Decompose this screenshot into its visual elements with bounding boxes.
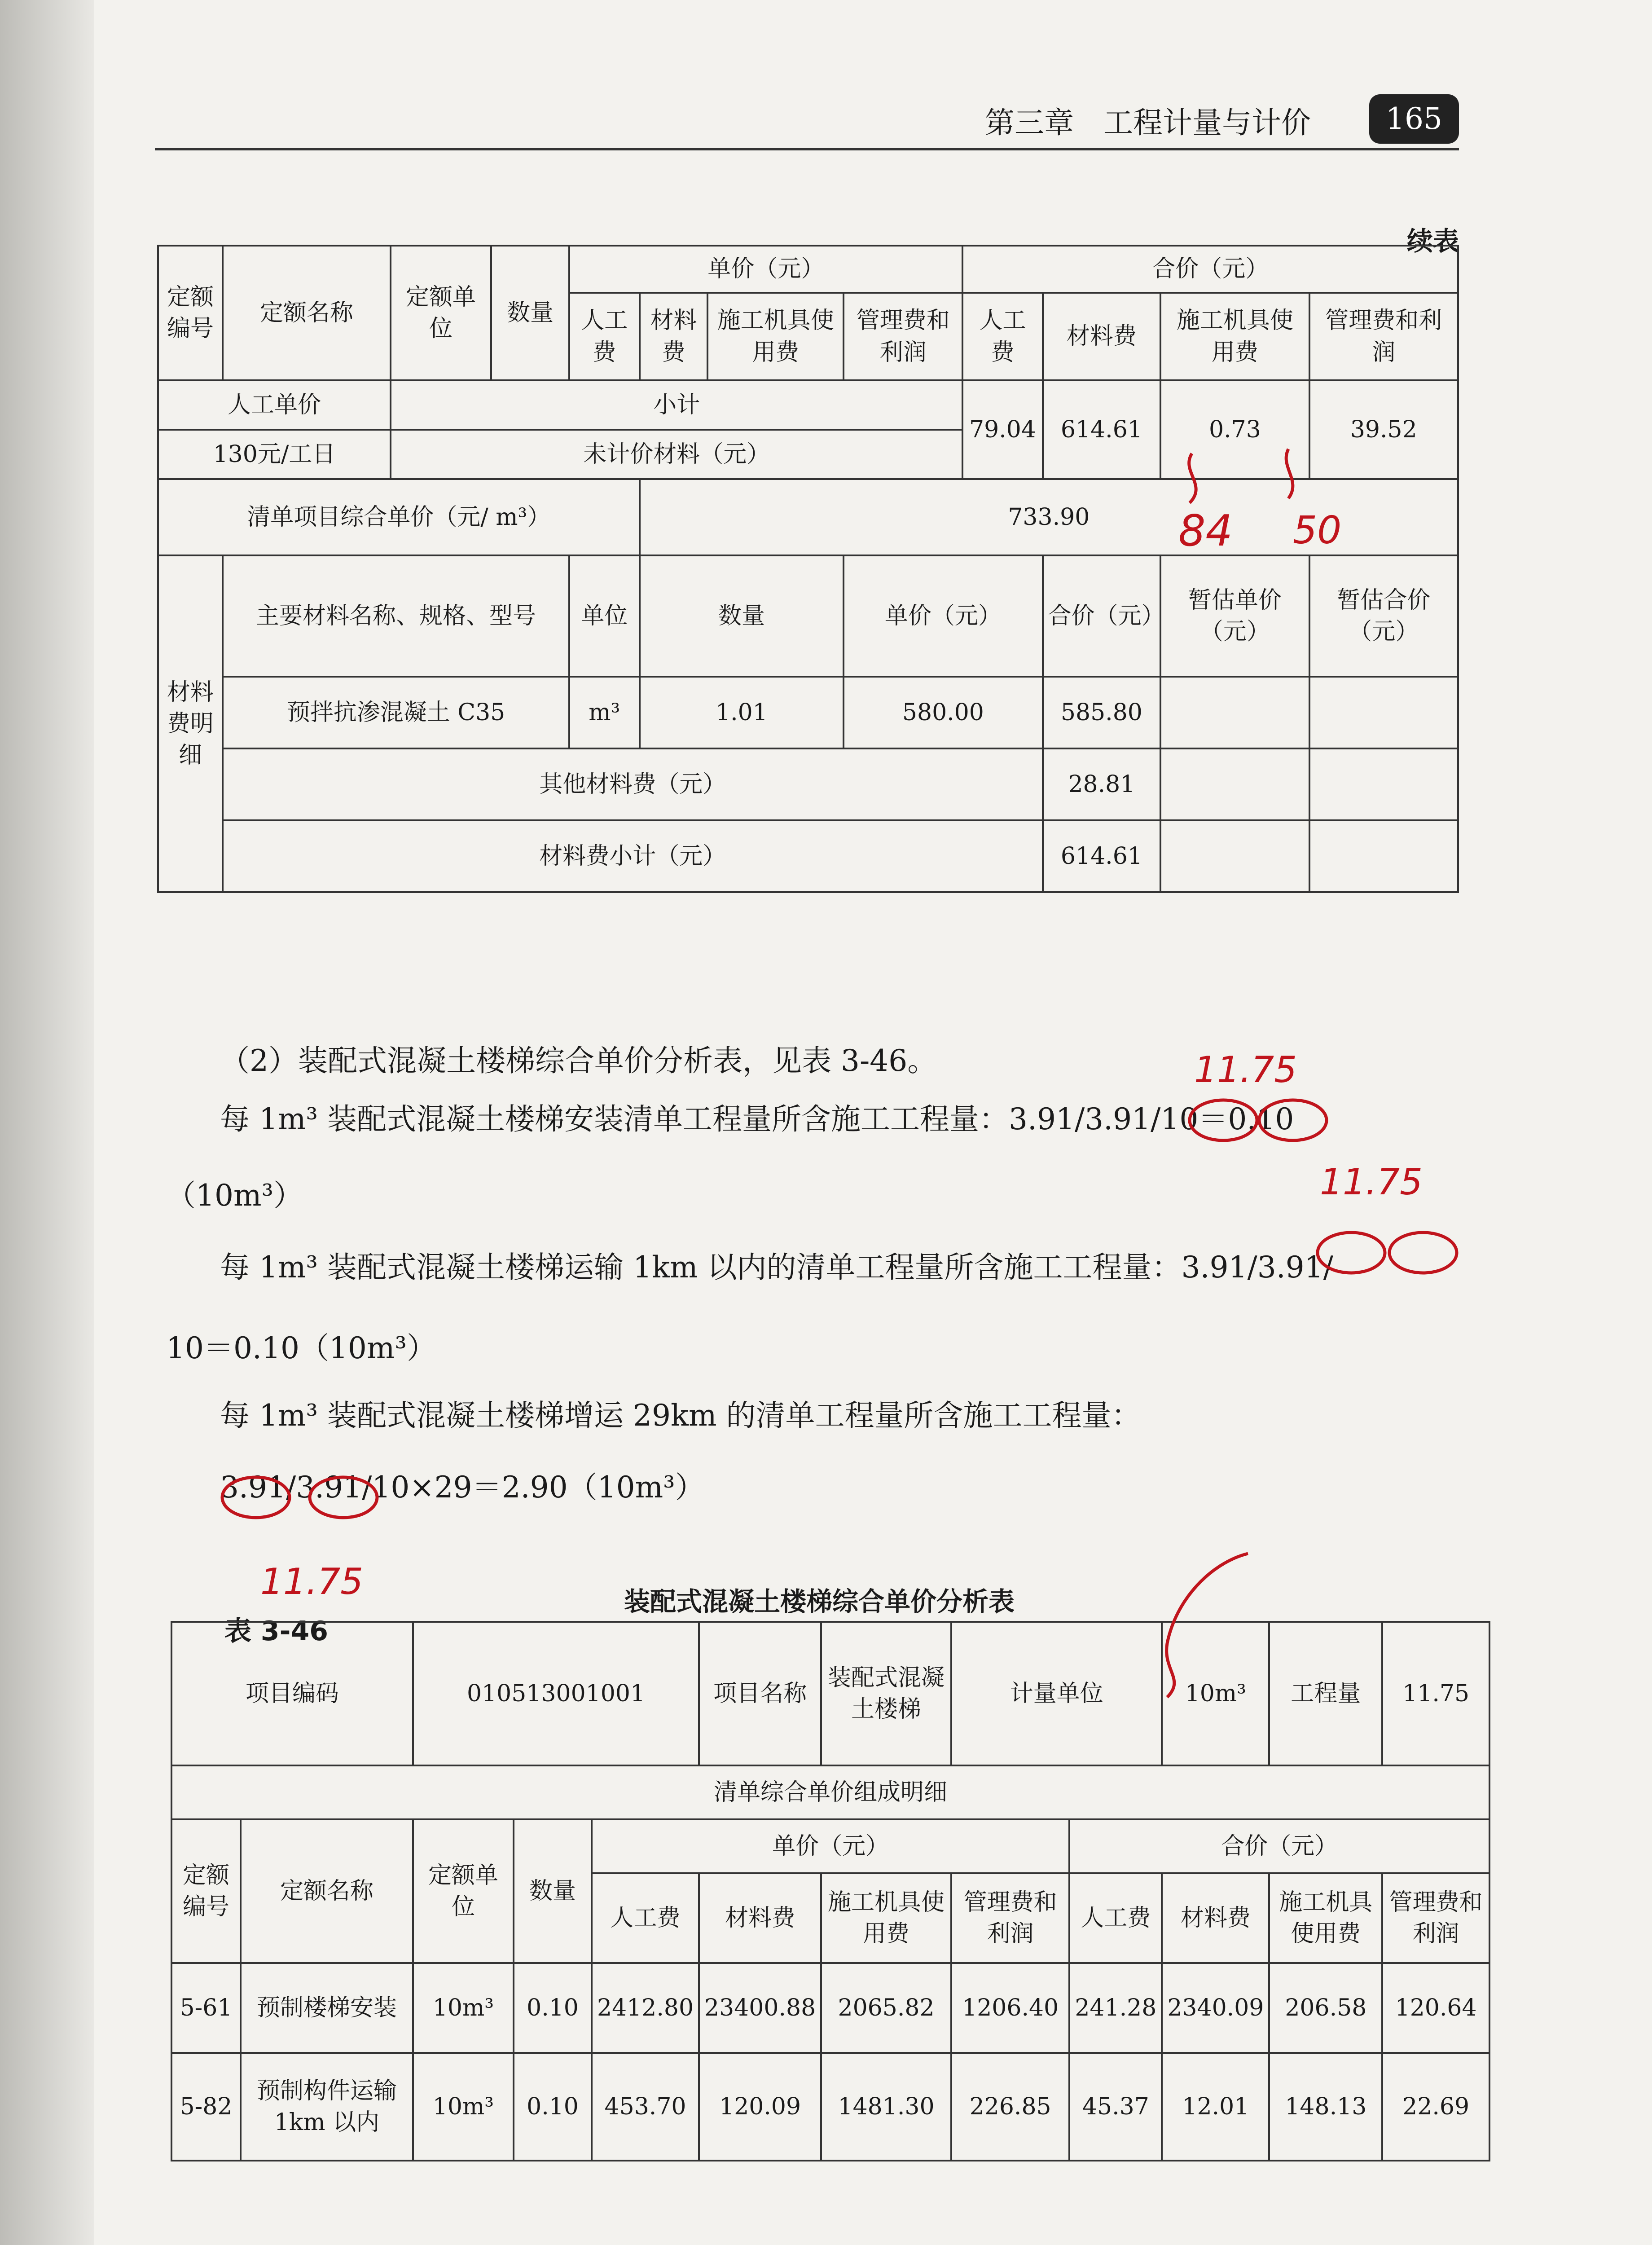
subtotal-est-unit — [1160, 820, 1309, 892]
paragraph-extra-transport-formula: 3.91/3.91/10×29＝2.90（10m³） — [220, 1470, 705, 1505]
other-est-total — [1309, 748, 1458, 820]
row-name: 预制楼梯安装 — [241, 1963, 413, 2053]
unpriced-material-label: 未计价材料（元） — [391, 430, 962, 479]
labor-rate-value: 130元/工日 — [158, 430, 391, 479]
paragraph-transport-unit: 10＝0.10（10m³） — [166, 1331, 436, 1365]
other-material-label: 其他材料费（元） — [223, 748, 1043, 820]
material-qty: 1.01 — [640, 677, 844, 748]
handwritten-11-75-c: 11.75 — [260, 1561, 364, 1602]
row-u-machine: 2065.82 — [821, 1963, 951, 2053]
th-material: 材料费 — [640, 293, 708, 380]
qty-label: 工程量 — [1269, 1622, 1382, 1765]
unit-price-analysis-table — [171, 1621, 1490, 2161]
t2-th-material: 材料费 — [699, 1873, 821, 1963]
row-code: 5-61 — [171, 1963, 241, 2053]
t2-th-mgmt-total: 管理费和利润 — [1382, 1873, 1489, 1963]
subtotal-label: 小计 — [391, 380, 962, 430]
qty-value: 11.75 — [1382, 1622, 1489, 1765]
mh-est-unit: 暂估单价（元） — [1160, 555, 1309, 677]
row-unit: 10m³ — [413, 2053, 514, 2161]
t2-th-material-total: 材料费 — [1162, 1873, 1269, 1963]
handwritten-84: 84 — [1178, 506, 1233, 556]
t2-th-unit: 定额单位 — [413, 1819, 514, 1963]
mh-total: 合价（元） — [1043, 555, 1161, 677]
handwritten-11-75-b: 11.75 — [1320, 1161, 1423, 1203]
subtotal-material: 614.61 — [1043, 380, 1161, 479]
row-t-material: 12.01 — [1162, 2053, 1269, 2161]
material-total: 585.80 — [1043, 677, 1161, 748]
page-number: 165 — [1369, 94, 1459, 144]
paragraph-transport-qty: 每 1m³ 装配式混凝土楼梯运输 1km 以内的清单工程量所含施工工程量：3.91/3.91/ — [220, 1250, 1333, 1285]
material-subtotal-label: 材料费小计（元） — [223, 820, 1043, 892]
row-u-mgmt: 226.85 — [951, 2053, 1069, 2161]
material-est-total — [1309, 677, 1458, 748]
th-material-total: 材料费 — [1043, 293, 1161, 380]
th-labor: 人工费 — [569, 293, 640, 380]
item-code-label: 项目编码 — [171, 1622, 413, 1765]
th-mgmt: 管理费和利润 — [844, 293, 962, 380]
page-header — [155, 85, 1459, 150]
row-t-labor: 241.28 — [1069, 1963, 1162, 2053]
th-name: 定额名称 — [223, 246, 391, 380]
row-name: 预制构件运输 1km 以内 — [241, 2053, 413, 2161]
table-title: 装配式混凝土楼梯综合单价分析表 — [624, 1586, 1015, 1617]
row-t-machine: 206.58 — [1269, 1963, 1382, 2053]
row-t-material: 2340.09 — [1162, 1963, 1269, 2053]
composite-price-label: 清单项目综合单价（元/ m³） — [158, 479, 640, 555]
material-subtotal-value: 614.61 — [1043, 820, 1161, 892]
row-u-mgmt: 1206.40 — [951, 1963, 1069, 2053]
subtotal-machine: 0.73 — [1160, 380, 1309, 479]
mh-est-total: 暂估合价（元） — [1309, 555, 1458, 677]
other-est-unit — [1160, 748, 1309, 820]
mh-qty: 数量 — [640, 555, 844, 677]
handwritten-11-75-a: 11.75 — [1194, 1049, 1297, 1091]
material-name: 预拌抗渗混凝土 C35 — [223, 677, 569, 748]
th-mgmt-total: 管理费和利润 — [1309, 293, 1458, 380]
t2-th-qty: 数量 — [514, 1819, 592, 1963]
row-t-machine: 148.13 — [1269, 2053, 1382, 2161]
continued-label: 续表 — [1406, 226, 1459, 256]
header-rule — [155, 148, 1459, 150]
row-t-labor: 45.37 — [1069, 2053, 1162, 2161]
paragraph-intro: （2）装配式混凝土楼梯综合单价分析表，见表 3-46。 — [220, 1043, 937, 1078]
paragraph-install-unit: （10m³） — [166, 1178, 303, 1213]
t2-th-mgmt: 管理费和利润 — [951, 1873, 1069, 1963]
subtotal-labor: 79.04 — [962, 380, 1042, 479]
row-unit: 10m³ — [413, 1963, 514, 2053]
row-u-material: 120.09 — [699, 2053, 821, 2161]
table-row — [171, 2053, 1489, 2161]
handwritten-50: 50 — [1293, 508, 1342, 553]
material-unit-price: 580.00 — [844, 677, 1042, 748]
row-u-labor: 453.70 — [592, 2053, 699, 2161]
th-qty: 数量 — [491, 246, 569, 380]
subtotal-est-total — [1309, 820, 1458, 892]
th-total-price: 合价（元） — [962, 246, 1458, 293]
paragraph-extra-transport: 每 1m³ 装配式混凝土楼梯增运 29km 的清单工程量所含施工工程量： — [220, 1398, 1141, 1433]
table-number: 表 3-46 — [224, 1616, 329, 1647]
t2-th-name: 定额名称 — [241, 1819, 413, 1963]
th-labor-total: 人工费 — [962, 293, 1042, 380]
row-u-machine: 1481.30 — [821, 2053, 951, 2161]
mh-unit: 单位 — [569, 555, 640, 677]
row-t-mgmt: 22.69 — [1382, 2053, 1489, 2161]
composite-price-value: 733.90 — [640, 479, 1458, 555]
cost-table-continued — [157, 245, 1459, 893]
item-name: 装配式混凝土楼梯 — [821, 1622, 951, 1765]
mh-name: 主要材料名称、规格、型号 — [223, 555, 569, 677]
th-unit-price: 单价（元） — [569, 246, 962, 293]
labor-rate-label: 人工单价 — [158, 380, 391, 430]
subtotal-mgmt: 39.52 — [1309, 380, 1458, 479]
row-code: 5-82 — [171, 2053, 241, 2161]
material-unit: m³ — [569, 677, 640, 748]
th-unit: 定额单位 — [391, 246, 491, 380]
unit-label: 计量单位 — [951, 1622, 1162, 1765]
row-qty: 0.10 — [514, 2053, 592, 2161]
mh-unit-price: 单价（元） — [844, 555, 1042, 677]
t2-th-machine: 施工机具使用费 — [821, 1873, 951, 1963]
t2-th-labor: 人工费 — [592, 1873, 699, 1963]
t2-th-total-price: 合价（元） — [1069, 1819, 1489, 1873]
detail-label: 清单综合单价组成明细 — [171, 1765, 1489, 1819]
chapter-title: 第三章 工程计量与计价 — [985, 106, 1311, 140]
row-u-material: 23400.88 — [699, 1963, 821, 2053]
t2-th-unit-price: 单价（元） — [592, 1819, 1069, 1873]
item-name-label: 项目名称 — [699, 1622, 821, 1765]
t2-th-code: 定额编号 — [171, 1819, 241, 1963]
other-material-value: 28.81 — [1043, 748, 1161, 820]
paragraph-install-qty: 每 1m³ 装配式混凝土楼梯安装清单工程量所含施工工程量：3.91/3.91/10＝0.10 — [220, 1102, 1294, 1136]
th-machine: 施工机具使用费 — [707, 293, 844, 380]
row-qty: 0.10 — [514, 1963, 592, 2053]
th-machine-total: 施工机具使用费 — [1160, 293, 1309, 380]
table-row — [171, 1963, 1489, 2053]
t2-th-labor-total: 人工费 — [1069, 1873, 1162, 1963]
book-spine-shadow — [0, 0, 94, 2245]
material-est-unit — [1160, 677, 1309, 748]
t2-th-machine-total: 施工机具使用费 — [1269, 1873, 1382, 1963]
row-u-labor: 2412.80 — [592, 1963, 699, 2053]
row-t-mgmt: 120.64 — [1382, 1963, 1489, 2053]
unit-value: 10m³ — [1162, 1622, 1269, 1765]
item-code: 010513001001 — [413, 1622, 699, 1765]
material-detail-label: 材料费明细 — [158, 555, 223, 892]
th-code: 定额编号 — [158, 246, 223, 380]
